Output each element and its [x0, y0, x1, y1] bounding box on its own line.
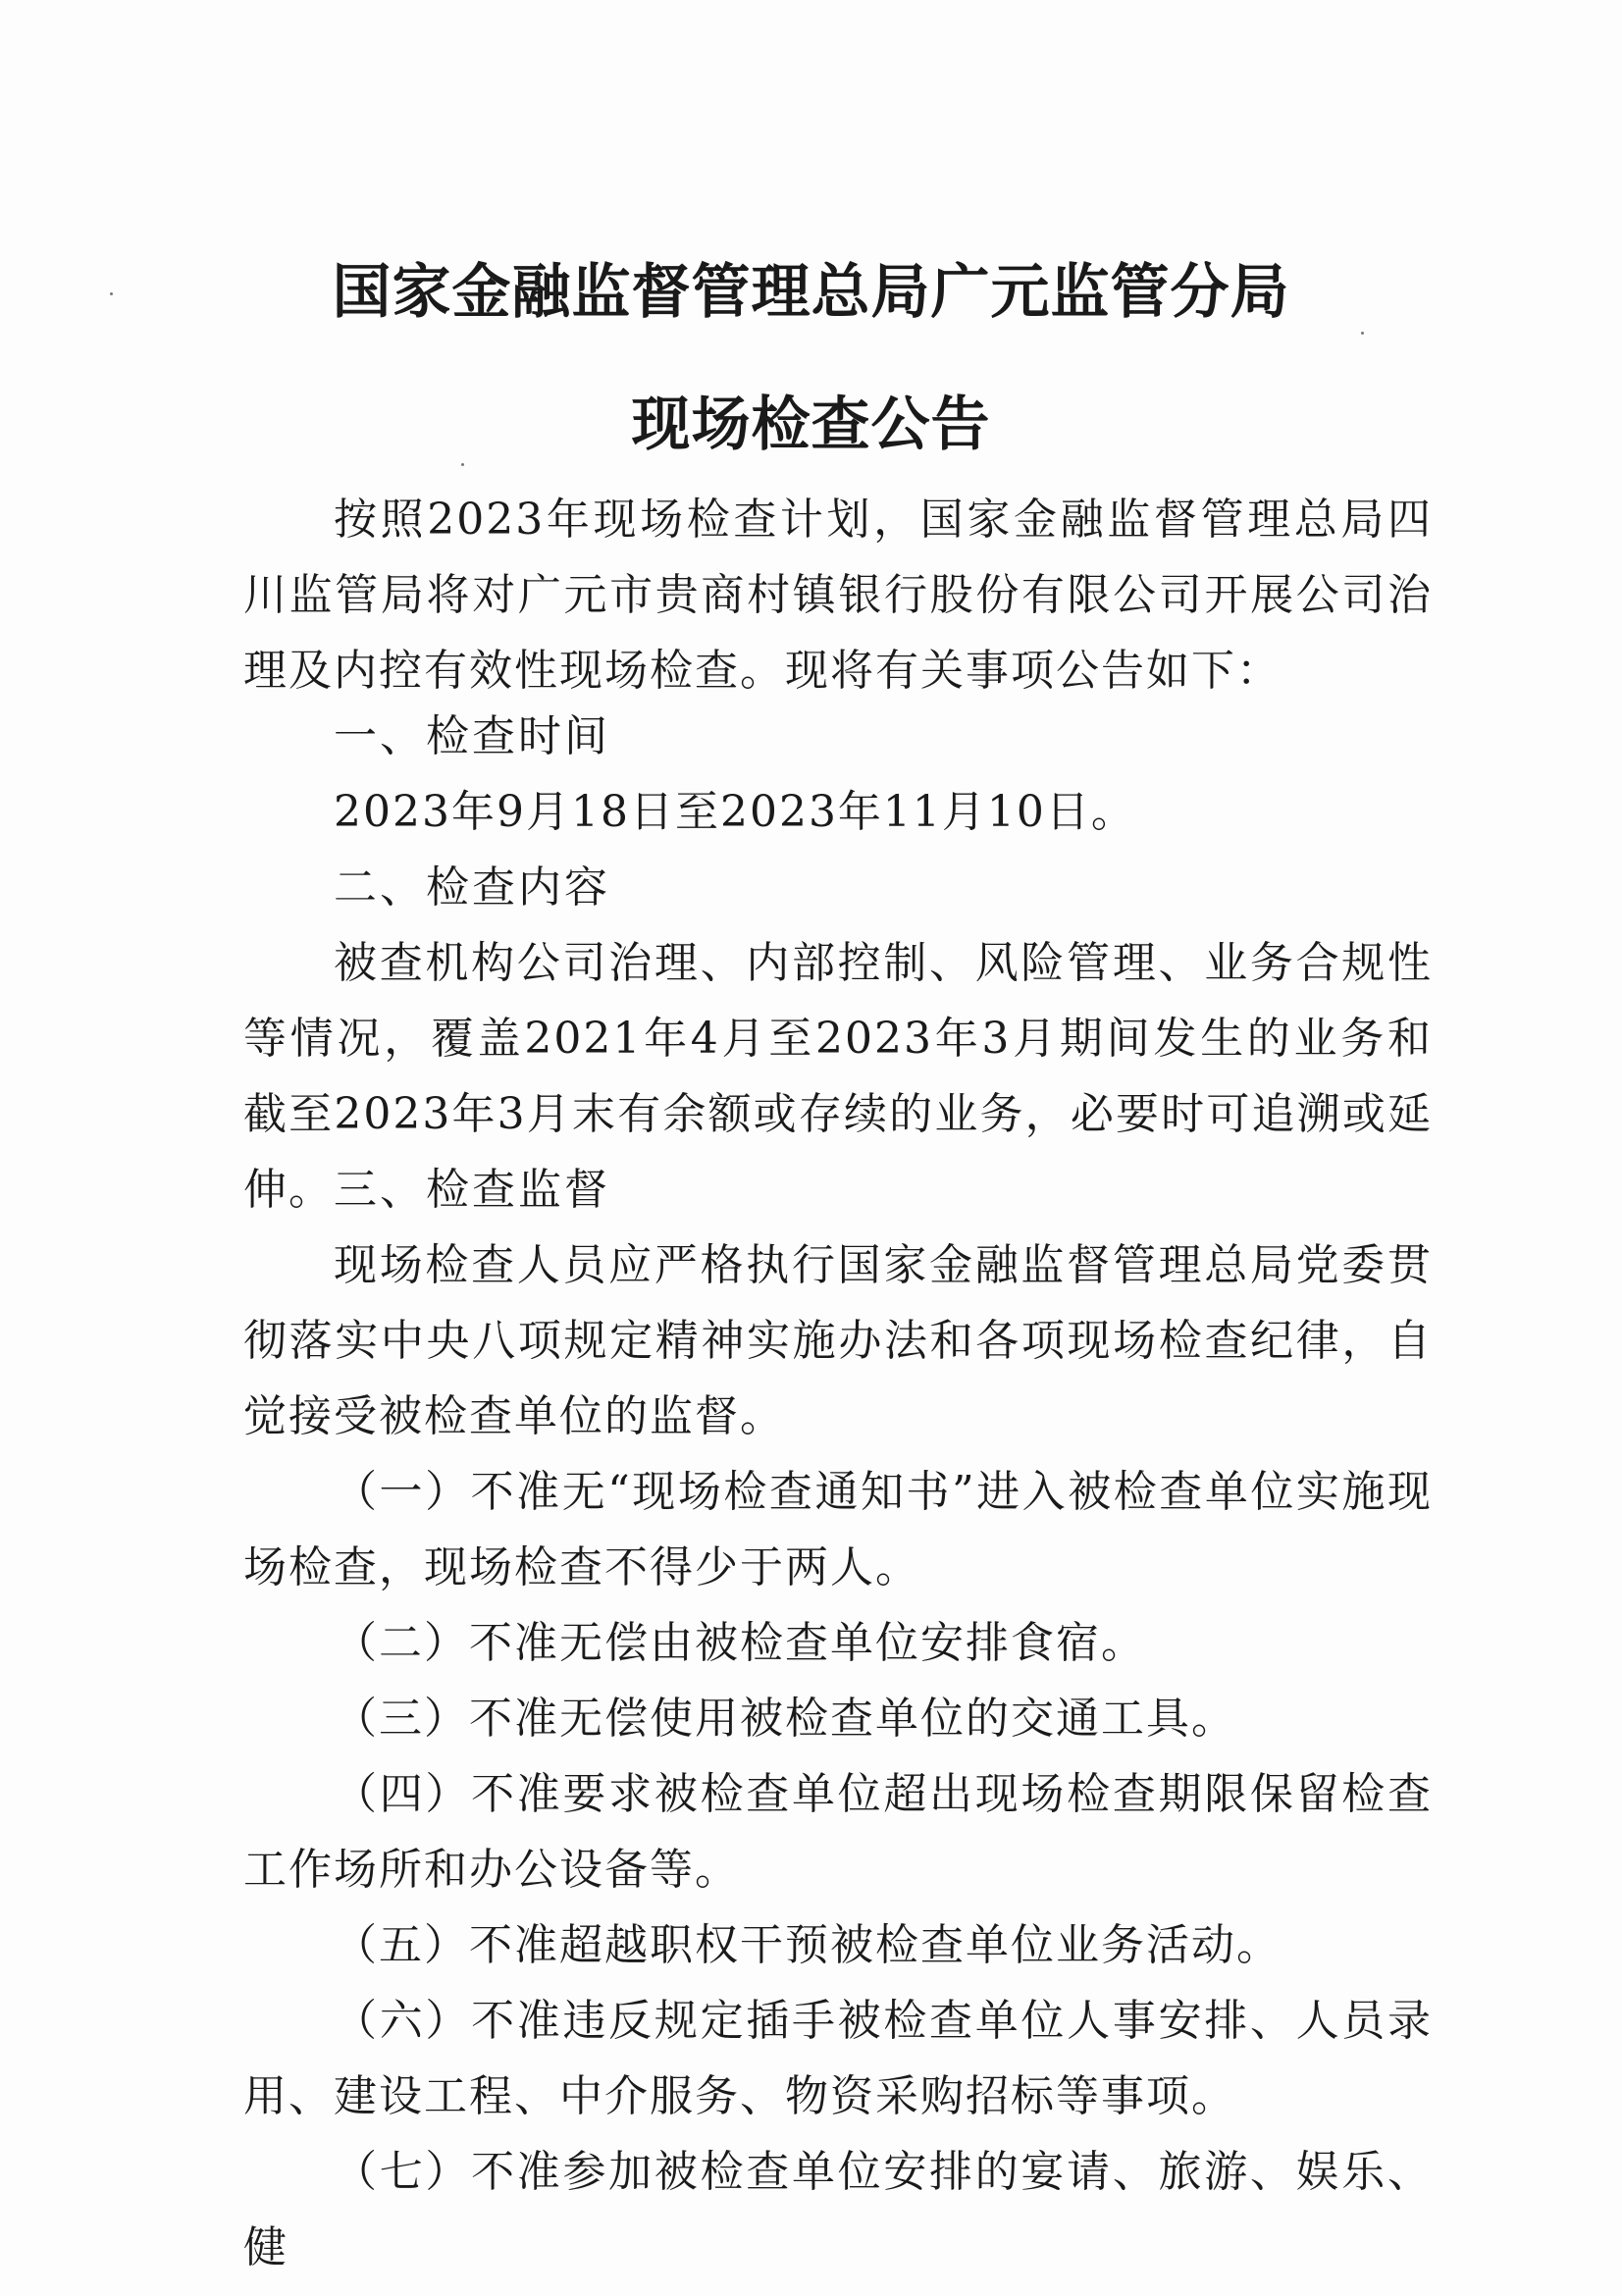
section1-heading: 一、检查时间	[334, 711, 610, 761]
rule-item-2: （二）不准无偿由被检查单位安排食宿。	[334, 1618, 1146, 1668]
scan-speck	[1361, 332, 1364, 335]
rule-item-7: （七）不准参加被检查单位安排的宴请、旅游、娱乐、健	[243, 2147, 1433, 2272]
section1-body: 2023年9月18日至2023年11月10日。	[334, 787, 1136, 837]
rule-item-4: （四）不准要求被检查单位超出现场检查期限保留检查工作场所和办公设备等。	[243, 1769, 1433, 1895]
scan-speck	[461, 463, 464, 466]
rule-item-3: （三）不准无偿使用被检查单位的交通工具。	[334, 1694, 1236, 1744]
document-title-line1: 国家金融监督管理总局广元监管分局	[332, 258, 1290, 327]
rule-item-5: （五）不准超越职权干预被检查单位业务活动。	[334, 1920, 1282, 1970]
section3-body: 现场检查人员应严格执行国家金融监督管理总局党委贯彻落实中央八项规定精神实施办法和各项现场检查纪律，自觉接受被检查单位的监督。	[243, 1240, 1433, 1441]
rule-item-6: （六）不准违反规定插手被检查单位人事安排、人员录用、建设工程、中介服务、物资采购招标等事项。	[243, 1996, 1433, 2121]
document-title-line2: 现场检查公告	[631, 391, 991, 459]
section3-heading: 三、检查监督	[334, 1165, 610, 1215]
section2-heading: 二、检查内容	[334, 862, 610, 913]
section2-body: 被查机构公司治理、内部控制、风险管理、业务合规性等情况，覆盖2021年4月至2023年3月期间发生的业务和截至2023年3月末有余额或存续的业务，必要时可追溯或延伸。	[243, 938, 1433, 1215]
rule-item-1: （一）不准无“现场检查通知书”进入被检查单位实施现场检查，现场检查不得少于两人。	[243, 1467, 1433, 1592]
intro-paragraph: 按照2023年现场检查计划，国家金融监督管理总局四川监管局将对广元市贵商村镇银行股份有限公司开展公司治理及内控有效性现场检查。现将有关事项公告如下：	[243, 495, 1433, 696]
